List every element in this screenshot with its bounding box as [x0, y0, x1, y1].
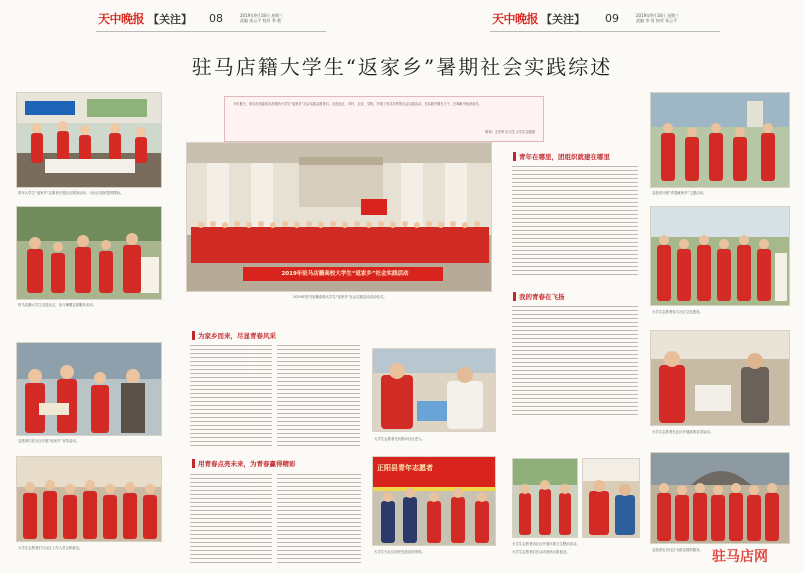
watermark-logo: 驻马店网 — [712, 549, 768, 565]
section3-heading: 青年在哪里，团组织就建在哪里 — [519, 153, 610, 161]
caption-center-2: 大学生为社区居民发放宣传资料。 — [374, 550, 425, 554]
section2-text-col1 — [190, 474, 272, 566]
section3-text — [512, 166, 638, 278]
section-label-right: 【关注】 — [541, 13, 585, 26]
photo-right-2 — [650, 206, 790, 306]
header-meta-right — [636, 13, 716, 23]
page-number-right: 09 — [605, 12, 619, 25]
photo-left-1 — [16, 92, 162, 188]
photo-right-3 — [650, 330, 790, 426]
section4-heading: 我的青春在飞扬 — [519, 293, 565, 301]
page-number-left: 08 — [209, 12, 223, 25]
intro-text: 今年夏天，来自市团委和各高校的大学生“返家乡”社会实践志愿者们，走进社区、乡村、企业、学校，开展了形式多样的社会实践活动，在实践中增长才干，在奉献中收获成长。 — [233, 102, 482, 106]
section1-heading: 为家乡而来，尽显青春风采 — [198, 332, 276, 340]
photo-right-1 — [650, 92, 790, 188]
caption-right-center-1: 大学生志愿者到社区开展环境卫生整治活动。 — [512, 542, 580, 546]
photo-center-2 — [372, 456, 496, 546]
photo-right-center-2 — [582, 458, 640, 538]
header-meta-left — [240, 13, 320, 23]
photo-right-4 — [650, 452, 790, 544]
intro-byline: 策划：王东风 实习生 大学生实践团 — [485, 130, 535, 134]
header-rule-left — [96, 31, 326, 32]
date-left: 2019年9月18日 星期三 — [240, 13, 284, 18]
caption-right-3: 大学生志愿者在社区开展政策宣讲活动。 — [652, 430, 714, 434]
header-rule-right — [490, 31, 720, 32]
section-label-left: 【关注】 — [148, 13, 192, 26]
section3-marker — [513, 152, 516, 161]
section1-text-col2 — [277, 345, 360, 447]
photo-left-4 — [16, 456, 162, 542]
photo-center-1 — [372, 348, 496, 432]
masthead-right: 天中晚报 — [492, 12, 539, 26]
masthead-left: 天中晚报 — [98, 12, 145, 26]
caption-right-4: 志愿者走访社区为群众提供服务。 — [652, 548, 703, 552]
section2-text-col2 — [277, 474, 361, 566]
caption-right-2: 大学生志愿者参与社区文化建设。 — [652, 310, 703, 314]
section4-marker — [513, 292, 516, 301]
caption-right-1: 志愿者开展“青春献家乡”主题活动。 — [652, 191, 707, 195]
caption-center-1: 大学生志愿者走访慰问社区老人。 — [374, 437, 425, 441]
photo-main-group — [186, 142, 492, 292]
section1-text-col1 — [190, 345, 272, 447]
section4-text — [512, 306, 638, 416]
section2-marker — [192, 459, 195, 468]
photo-left-3 — [16, 342, 162, 436]
caption-left-3: 志愿者们在社区开展“返家乡”宣传活动。 — [18, 439, 80, 443]
photo-left-2 — [16, 206, 162, 300]
main-banner-text: 2019年驻马店籍高校大学生“返家乡”社会实践活动 — [281, 271, 409, 277]
editors-left: 责编 朱云平 校对 李 艳 — [240, 18, 282, 23]
section1-marker — [192, 331, 195, 340]
caption-right-center-2: 大学生志愿者们在活动现场合影留念。 — [512, 550, 570, 554]
caption-left-1: 青年大学生“返家乡”志愿者开展社区服务活动，为社区居民提供帮助。 — [18, 191, 124, 195]
caption-left-4: 大学生志愿者们与社区工作人员合影留念。 — [18, 546, 83, 550]
section2-heading: 用青春点亮未来，为青春赢得精彩 — [198, 460, 296, 468]
date-right: 2019年9月18日 星期三 — [636, 13, 680, 18]
caption-left-2: 驻马店籍大学生走进社区，参与暑期志愿服务活动。 — [18, 303, 96, 307]
intro-box — [224, 96, 544, 142]
editors-right: 责编 李 琼 校对 朱云平 — [636, 18, 678, 23]
caption-main: 2019年驻马店籍高校大学生“返家乡”社会实践活动启动仪式。 — [293, 295, 387, 299]
page-headline: 驻马店籍大学生“返家乡”暑期社会实践综述 — [191, 55, 613, 79]
photo-banner-text: 正阳县青年志愿者 — [377, 464, 433, 472]
photo-right-center-1 — [512, 458, 578, 538]
